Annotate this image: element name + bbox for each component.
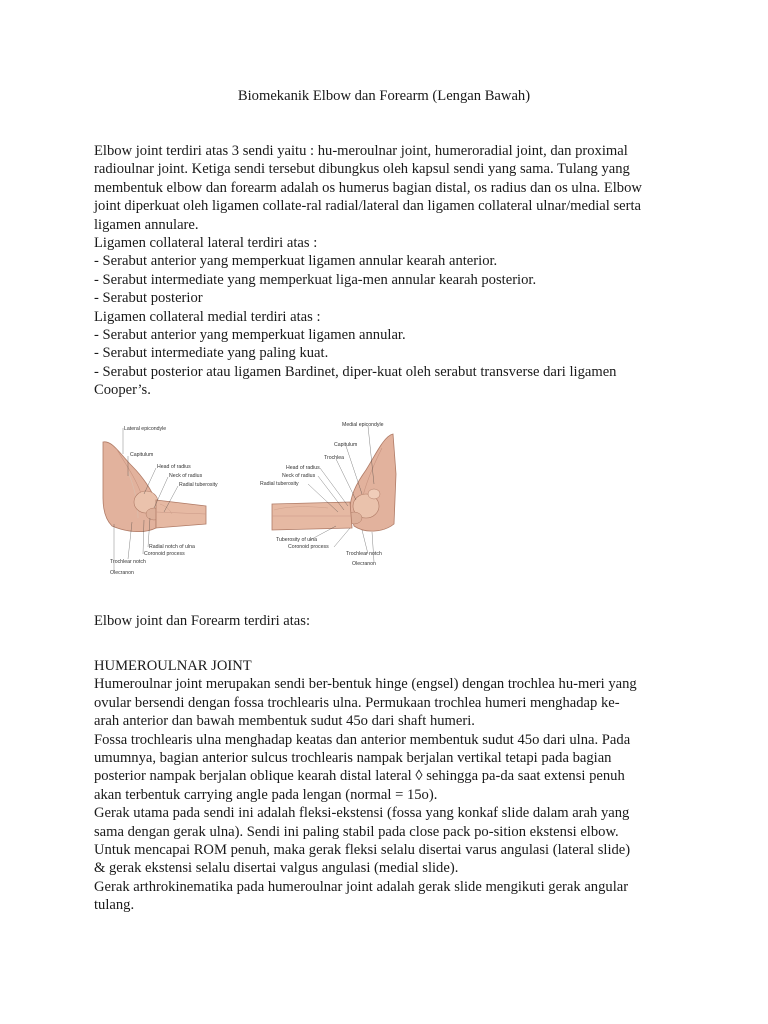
label-trochlear-notch-right: Trochlear notch <box>346 551 382 557</box>
intro-line: - Serabut posterior <box>94 290 203 307</box>
label-lateral-epicondyle: Lateral epicondyle <box>124 426 167 432</box>
elbow-anatomy-illustration <box>98 414 398 579</box>
section-line: & gerak ekstensi selalu disertai valgus angulasi (medial slide). <box>94 860 459 877</box>
intro-line: joint diperkuat oleh ligamen collate-ral radial/lateral dan ligamen collateral ulnar/medial serta <box>94 198 642 215</box>
label-radial-tuberosity-right: Radial tuberosity <box>260 481 299 487</box>
intro-line: - Serabut intermediate yang memperkuat liga-men annular kearah posterior. <box>94 271 537 288</box>
elbow-anatomy-figure <box>98 414 398 579</box>
section-line: arah anterior dan bawah membentuk sudut 45o dari shaft humeri. <box>94 713 475 730</box>
document-title: Biomekanik Elbow dan Forearm (Lengan Bawah) <box>237 88 531 104</box>
intro-line: ligamen annulare. <box>94 216 199 233</box>
label-olecranon-left: Olecranon <box>110 570 134 576</box>
label-capitulum-left: Capitulum <box>130 452 154 458</box>
humeroulnar-section <box>94 657 694 915</box>
label-neck-of-radius-left: Neck of radius <box>169 473 203 479</box>
label-trochlear-notch-left: Trochlear notch <box>110 559 146 565</box>
intro-line: Elbow joint terdiri atas 3 sendi yaitu : hu-meroulnar joint, humeroradial joint, dan proximal <box>94 143 628 159</box>
label-radial-tuberosity-left: Radial tuberosity <box>179 482 218 488</box>
section-line: Untuk mencapai ROM penuh, maka gerak fleksi selalu disertai varus angulasi (lateral slide) <box>94 842 631 859</box>
section-line: Gerak utama pada sendi ini adalah fleksi-ekstensi (fossa yang konkaf slide dalam arah yang <box>94 805 630 822</box>
section-heading: HUMEROULNAR JOINT <box>94 658 252 674</box>
label-trochlea: Trochlea <box>324 455 344 461</box>
label-coronoid-process-left: Coronoid process <box>144 551 185 557</box>
intro-line: membentuk elbow dan forearm adalah os humerus bagian distal, os radius dan os ulna. Elbow <box>94 179 642 196</box>
section-line: umumnya, bagian anterior sulcus trochlearis nampak berjalan vertikal tetapi pada bagian <box>94 750 612 767</box>
section-line: tulang. <box>94 897 135 914</box>
label-olecranon-right: Olecranon <box>352 561 376 567</box>
label-medial-epicondyle: Medial epicondyle <box>342 422 384 428</box>
intro-line: Ligamen collateral lateral terdiri atas : <box>94 235 318 252</box>
section-line: sama dengan gerak ulna). Sendi ini paling stabil pada close pack po-sition ekstensi elbow. <box>94 823 619 840</box>
section-line: Gerak arthrokinematika pada humeroulnar joint adalah gerak slide mengikuti gerak angular <box>94 878 629 895</box>
section-line: ovular bersendi dengan fossa trochlearis ulna. Permukaan trochlea humeri menghadap ke- <box>94 694 620 711</box>
label-head-of-radius-left: Head of radius <box>157 464 191 470</box>
label-capitulum-right: Capitulum <box>334 442 358 448</box>
intro-line: - Serabut anterior yang memperkuat ligamen annular kearah anterior. <box>94 253 498 270</box>
label-neck-of-radius-right: Neck of radius <box>282 473 316 479</box>
intro-line: - Serabut intermediate yang paling kuat. <box>94 345 329 362</box>
label-radial-notch-of-ulna: Radial notch of ulna <box>149 544 195 550</box>
label-coronoid-process-right: Coronoid process <box>288 544 329 550</box>
section-line: Humeroulnar joint merupakan sendi ber-bentuk hinge (engsel) dengan trochlea hu-meri yang <box>94 676 637 693</box>
intro-line: radioulnar joint. Ketiga sendi tersebut dibungkus oleh kapsul sendi yang sama. Tulang yang <box>94 161 630 178</box>
section-line: akan terbentuk carrying angle pada lengan (normal = 15o). <box>94 786 438 803</box>
intro-line: - Serabut posterior atau ligamen Bardinet, diper-kuat oleh serabut transverse dari ligamen <box>94 363 617 380</box>
section-line: posterior nampak berjalan oblique kearah distal lateral ◊ sehingga pa-da saat extensi penuh <box>94 768 625 785</box>
forearm-intro <box>94 612 694 630</box>
label-tuberosity-of-ulna: Tuberosity of ulna <box>276 537 318 543</box>
forearm-line: Elbow joint dan Forearm terdiri atas: <box>94 613 311 629</box>
intro-paragraph <box>94 142 694 400</box>
label-head-of-radius-right: Head of radius <box>286 465 320 471</box>
intro-line: - Serabut anterior yang memperkuat ligamen annular. <box>94 327 406 344</box>
intro-line: Cooper’s. <box>94 382 151 399</box>
section-line: Fossa trochlearis ulna menghadap keatas dan anterior membentuk sudut 45o dari ulna. Pada <box>94 731 631 748</box>
intro-line: Ligamen collateral medial terdiri atas : <box>94 308 321 325</box>
